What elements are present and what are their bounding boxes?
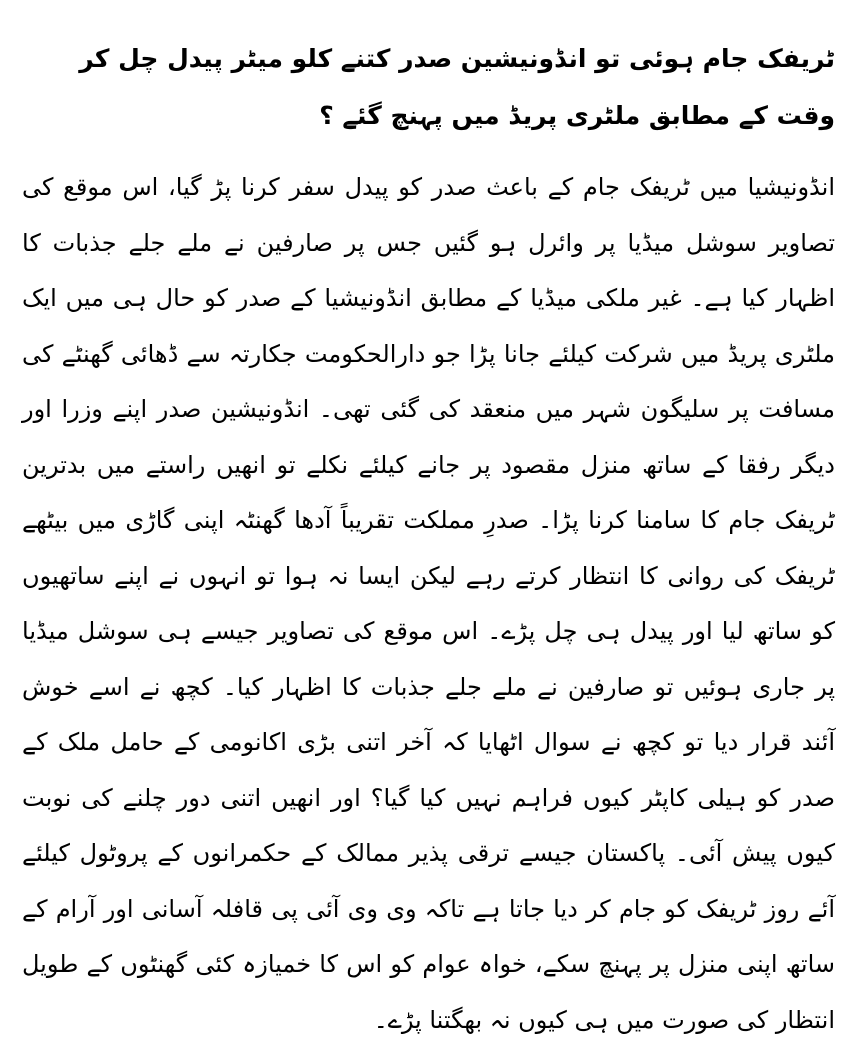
article-body: انڈونیشیا میں ٹریفک جام کے باعث صدر کو پیدل سفر کرنا پڑ گیا، اس موقع کی تصاویر سوشل میڈیا پر وائرل ہو گئیں جس پر صارفین نے ملے جلے جذبات کا اظہار کیا ہے۔ غیر ملکی میڈیا کے مطابق انڈونیشیا کے صدر کو حال ہی میں ایک ملٹری پریڈ میں شرکت کیلئے جانا پڑا جو دارالحکومت جکارتہ سے ڈھائی گھنٹے کی مسافت پر سلیگون شہر میں منعقد کی گئی تھی۔ انڈونیشین صدر اپنے وزرا اور دیگر رفقا کے ساتھ منزل مقصود پر جانے کیلئے نکلے تو انھیں راستے میں بدترین ٹریفک جام کا سامنا کرنا پڑا۔ صدرِ مملکت تقریباً آدھا گھنٹہ اپنی گاڑی میں بیٹھے ٹریفک کی روانی کا انتظار کرتے رہے لیکن ایسا نہ ہوا تو انہوں نے اپنے ساتھیوں کو ساتھ لیا اور پیدل ہی چل پڑے۔ اس موقع کی تصاویر جیسے ہی سوشل میڈیا پر جاری ہوئیں تو صارفین نے ملے جلے جذبات کا اظہار کیا۔ کچھ نے اسے خوش آئند قرار دیا تو کچھ نے سوال اٹھایا کہ آخر اتنی بڑی اکانومی کے حامل ملک کے صدر کو ہیلی کاپٹر کیوں فراہم نہیں کیا گیا؟ اور انھیں اتنی دور چلنے کی نوبت کیوں پیش آئی۔ پاکستان جیسے ترقی پذیر ممالک کے حکمرانوں کے پروٹول کیلئے آئے روز ٹریفک کو جام کر دیا جاتا ہے تاکہ وی وی آئی پی قافلہ آسانی اور آرام کے ساتھ اپنی منزل پر پہنچ سکے، خواہ عوام کو اس کا خمیازہ کئی گھنٹوں کے طویل انتظار کی صورت میں ہی کیوں نہ بھگتنا پڑے۔ [22, 173, 835, 1034]
article-headline: ٹریفک جام ہوئی تو انڈونیشین صدر کتنے کلو میٹر پیدل چل کر وقت کے مطابق ملٹری پریڈ میں پہنچ گئے ؟ [79, 44, 835, 130]
